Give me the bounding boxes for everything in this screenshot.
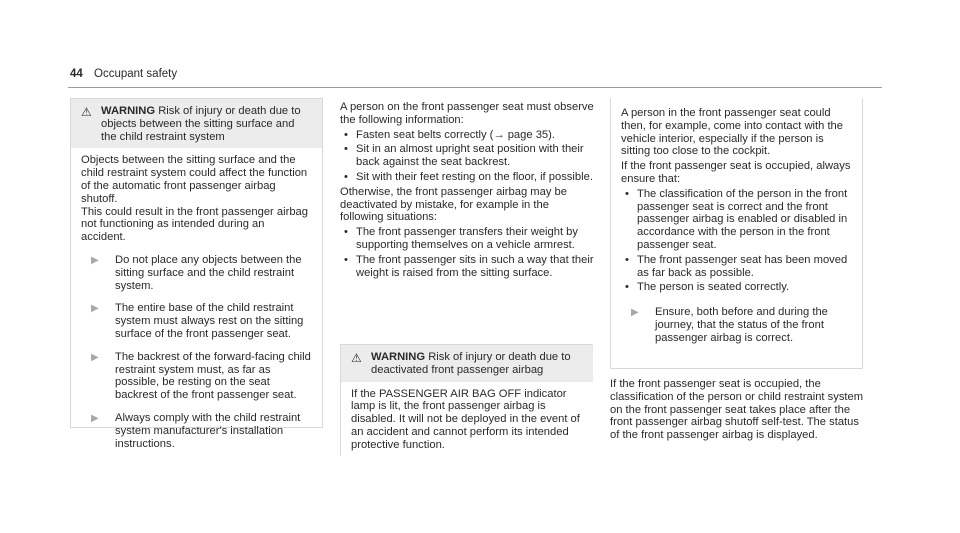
list-item: • The front passenger transfers their weight by supporting themselves on a vehicle armrest. xyxy=(340,226,595,252)
warning-paragraph: This could result in the front passenger airbag not functioning as intended during an accident. xyxy=(81,205,308,244)
list-item: • The front passenger sits in such a way that their weight is raised from the sitting surface. xyxy=(340,254,595,280)
list-item: • Sit with their feet resting on the floor, if possible. xyxy=(340,171,595,184)
instruction-step: ▶ Always comply with the child restraint system manufacturer's installation instructions. xyxy=(81,412,312,450)
warning-body xyxy=(341,382,593,460)
continued-box xyxy=(610,98,863,369)
bullet-list xyxy=(621,188,852,294)
arrow-right-icon: ▶ xyxy=(91,351,99,363)
warning-triangle-icon: ⚠ xyxy=(351,351,362,365)
warning-triangle-icon: ⚠ xyxy=(81,105,92,119)
header-rule xyxy=(68,87,882,88)
paragraph: If the front passenger seat is occupied, always ensure that: xyxy=(621,160,851,185)
instruction-step: ▶ Ensure, both before and during the journey, that the status of the front passenger airbag is correct. xyxy=(621,306,852,344)
arrow-right-icon: ▶ xyxy=(91,254,99,266)
warning-box-airbag xyxy=(340,344,593,456)
arrow-right-icon: ▶ xyxy=(631,307,639,319)
instruction-step: ▶ The backrest of the forward-facing child restraint system must, as far as possible, be resting on the seat backrest of the front passenger seat. xyxy=(81,351,312,402)
bullet-list xyxy=(340,129,595,184)
warning-paragraph: Objects between the sitting surface and the child restraint system could affect the function of the automatic front passenger airbag shutoff. xyxy=(81,154,308,205)
warning-paragraph: If the PASSENGER AIR BAG OFF indicator lamp is lit, the front passenger airbag is disabled. It will not be deployed in the event of an accident and cannot perform its intended protective function. xyxy=(351,387,580,451)
intro-paragraph: A person on the front passenger seat must observe the following information: xyxy=(340,101,594,126)
arrow-right-icon: ▶ xyxy=(91,303,99,315)
page-number: 44 xyxy=(70,68,83,80)
paragraph: A person in the front passenger seat could then, for example, come into contact with the vehicle interior, especially if the person is sitting too close to the cockpit. xyxy=(621,107,844,158)
list-item: • Sit in an almost upright seat position with their back against the seat backrest. xyxy=(340,143,595,169)
page-header xyxy=(70,68,177,80)
warning-header xyxy=(71,99,322,148)
column-2 xyxy=(340,101,595,281)
warning-header xyxy=(341,345,593,382)
section-title: Occupant safety xyxy=(94,68,178,80)
warning-text: WARNING Risk of injury or death due to objects between the sitting surface and the child restraint system xyxy=(101,105,301,143)
bullet-list xyxy=(340,226,595,279)
box-body xyxy=(611,98,862,353)
list-item: • Fasten seat belts correctly (→ page 35). xyxy=(340,129,595,142)
list-item: • The classification of the person in the front passenger seat is correct and the front passenger airbag is enabled or disabled in accordance with the person in the front passenger seat. xyxy=(621,188,852,252)
arrow-right-icon: ▶ xyxy=(91,412,99,424)
instruction-step: ▶ The entire base of the child restraint system must always rest on the sitting surface of the front passenger seat. xyxy=(81,302,312,340)
warning-body xyxy=(71,148,322,458)
list-item: • The person is seated correctly. xyxy=(621,281,852,294)
paragraph: Otherwise, the front passenger airbag may be deactivated by mistake, for example in the following situations: xyxy=(340,185,567,224)
warning-text: WARNING Risk of injury or death due to deactivated front passenger airbag xyxy=(371,351,571,376)
bottom-paragraph: If the front passenger seat is occupied, the classification of the person or child restraint system on the front passenger seat takes place after the front passenger airbag shutoff self-test. The status of the front passenger airbag is displayed. xyxy=(610,378,864,442)
warning-box-objects xyxy=(70,98,323,450)
instruction-step: ▶ Do not place any objects between the sitting surface and the child restraint system. xyxy=(81,254,312,292)
list-item: • The front passenger seat has been moved as far back as possible. xyxy=(621,254,852,280)
